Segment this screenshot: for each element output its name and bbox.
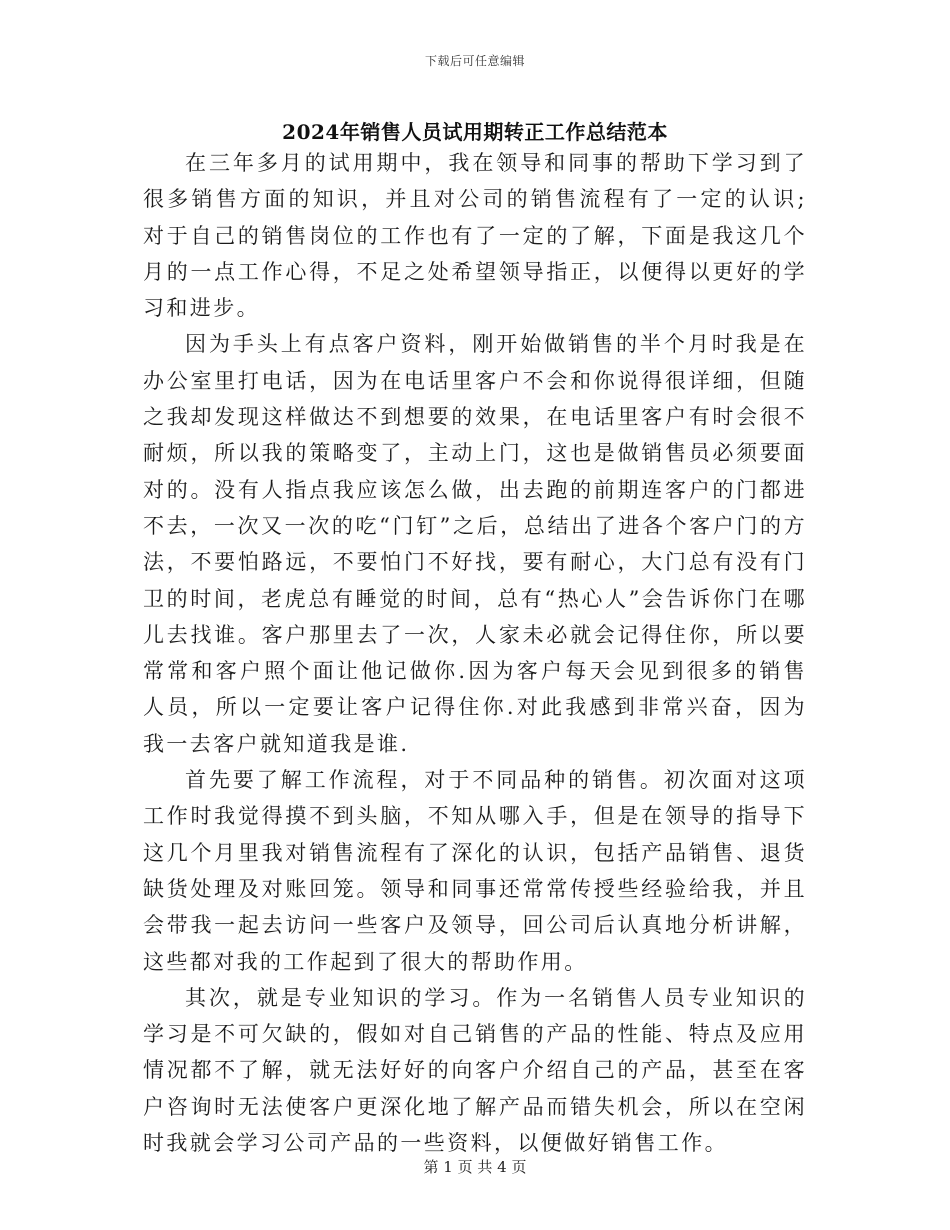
document-body [143,145,807,1161]
document-title: 2024年销售人员试用期转正工作总结范本 [282,120,668,144]
paragraph: 首先要了解工作流程，对于不同品种的销售。初次面对这项工作时我觉得摸不到头脑，不知从哪入手，但是在领导的指导下这几个月里我对销售流程有了深化的认识，包括产品销售、退货缺货处理及对账回笼。领导和同事还常常传授些经验给我，并且会带我一起去访问一些客户及领导，回公司后认真地分析讲解，这些都对我的工作起到了很大的帮助作用。 [143,768,807,974]
paragraph: 在三年多月的试用期中，我在领导和同事的帮助下学习到了很多销售方面的知识，并且对公司的销售流程有了一定的认识;对于自己的销售岗位的工作也有了一定的了解，下面是我这几个月的一点工作心得，不足之处希望领导指正，以便得以更好的学习和进步。 [143,151,807,321]
page-number-footer: 第 1 页 共 4 页 [423,1158,527,1176]
page-header-note: 下载后可任意编辑 [424,54,525,68]
paragraph: 其次，就是专业知识的学习。作为一名销售人员专业知识的学习是不可欠缺的，假如对自己销售的产品的性能、特点及应用情况都不了解，就无法好好的向客户介绍自己的产品，甚至在客户咨询时无法使客户更深化地了解产品而错失机会，所以在空闲时我就会学习公司产品的一些资料，以便做好销售工作。 [143,985,807,1156]
paragraph: 因为手头上有点客户资料，刚开始做销售的半个月时我是在办公室里打电话，因为在电话里客户不会和你说得很详细，但随之我却发现这样做达不到想要的效果，在电话里客户有时会很不耐烦，所以我的策略变了，主动上门，这也是做销售员必须要面对的。没有人指点我应该怎么做，出去跑的前期连客户的门都进不去，一次又一次的吃“门钉”之后，总结出了进各个客户门的方法，不要怕路远，不要怕门不好找，要有耐心，大门总有没有门卫的时间，老虎总有睡觉的时间，总有“热心人”会告诉你门在哪儿去找谁。客户那里去了一次，人家未必就会记得住你，所以要常常和客户照个面让他记做你.因为客户每天会见到很多的销售人员，所以一定要让客户记得住你.对此我感到非常兴奋，因为我一去客户就知道我是谁. [143,332,807,756]
